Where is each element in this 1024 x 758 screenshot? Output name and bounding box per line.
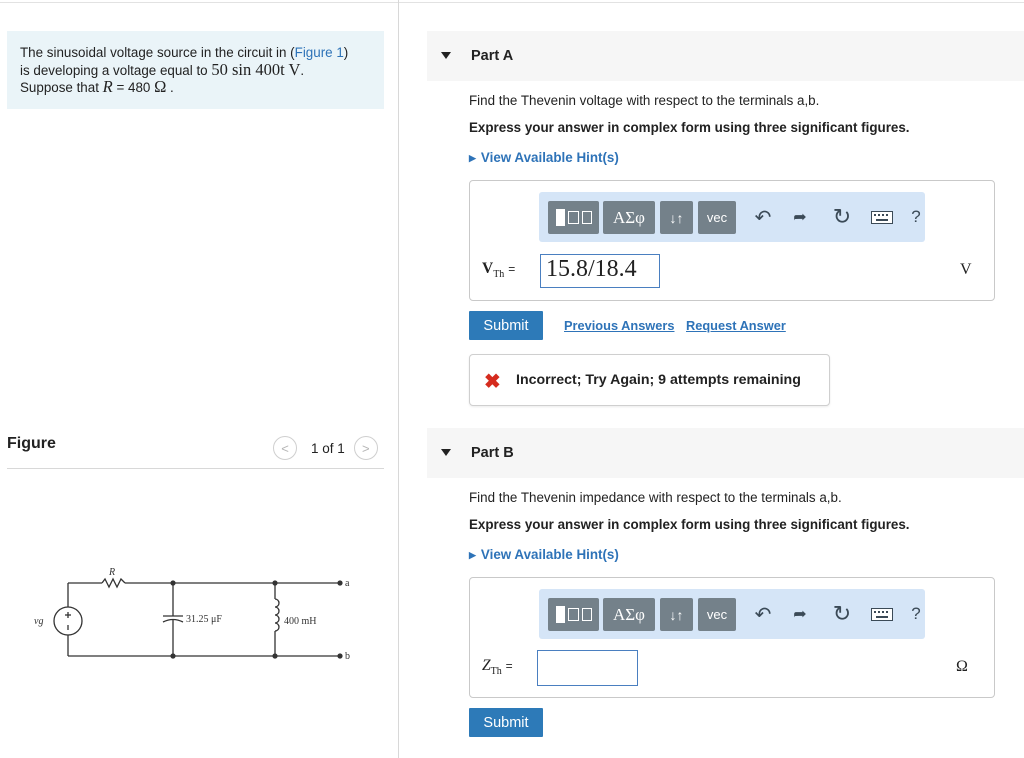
figure-rule — [7, 468, 384, 469]
part-a-title: Part A — [471, 48, 514, 64]
figure-label: Figure — [7, 435, 56, 452]
chevron-right-icon: > — [361, 440, 370, 456]
next-figure-button[interactable] — [354, 436, 378, 460]
vth-input[interactable] — [540, 254, 660, 288]
part-a-answer-box — [469, 180, 995, 301]
inductor-label: 400 mH — [284, 616, 317, 627]
node-b-label: b — [345, 651, 350, 662]
voltage-expression: 50 sin 400t V — [211, 59, 301, 79]
redo-icon[interactable]: ➦ — [793, 209, 807, 226]
arrows-button[interactable]: ↓↑ — [660, 598, 693, 631]
templates-button[interactable] — [548, 598, 599, 631]
feedback-text: Incorrect; Try Again; 9 attempts remaining — [516, 372, 801, 388]
box-template-icon — [582, 211, 592, 224]
undo-icon[interactable]: ↶ — [754, 206, 772, 229]
vth-label: $V_{Th}$ = — [482, 260, 516, 281]
zth-label: $Z_{Th}$ = — [482, 657, 513, 678]
part-a-question: Find the Thevenin voltage with respect to the terminals a,b. — [469, 93, 820, 108]
box-template-icon — [582, 608, 592, 621]
previous-answers-link[interactable]: Previous Answers — [564, 318, 675, 333]
vec-button[interactable]: vec — [698, 201, 736, 234]
capacitor-label: 31.25 μF — [186, 614, 222, 625]
circuit-diagram — [20, 560, 360, 665]
greek-button[interactable]: ΑΣφ — [603, 201, 655, 234]
ohm-symbol: Ω — [154, 77, 167, 96]
undo-icon[interactable]: ↶ — [754, 603, 772, 626]
part-a-math-toolbar — [539, 192, 925, 242]
part-b-unit: Ω — [956, 658, 968, 675]
vth-input-value: 15.8/18.4 — [546, 256, 637, 282]
resistor-label: R — [109, 567, 116, 578]
collapse-triangle-icon — [441, 52, 451, 59]
reset-icon[interactable]: ↻ — [832, 601, 852, 626]
part-a-instruction: Express your answer in complex form using three significant figures. — [469, 120, 910, 135]
prev-figure-button[interactable] — [273, 436, 297, 460]
node-a-label: a — [345, 578, 350, 589]
arrows-button[interactable]: ↓↑ — [660, 201, 693, 234]
radical-template-icon — [568, 608, 579, 621]
problem-statement: The sinusoidal voltage source in the circuit in (Figure 1) is developing a voltage equal to 50 sin 400t V. Suppose that R = 480 Ω . — [7, 31, 384, 109]
part-b-hint-link[interactable]: ▶ View Available Hint(s) — [469, 547, 619, 562]
source-label: vg — [34, 616, 44, 627]
part-a-feedback — [469, 354, 830, 406]
error-x-icon: ✖ — [484, 371, 501, 393]
fraction-template-icon — [556, 606, 565, 623]
r-symbol: R — [102, 77, 113, 96]
figure-counter: 1 of 1 — [311, 440, 345, 456]
redo-icon[interactable]: ➦ — [793, 606, 807, 623]
zth-input[interactable] — [537, 650, 638, 686]
part-b-answer-box — [469, 577, 995, 698]
figure-pager — [273, 436, 378, 460]
help-icon[interactable]: ? — [911, 207, 921, 226]
part-b-submit-button[interactable]: Submit — [469, 708, 543, 737]
panel-divider — [398, 0, 399, 758]
chevron-left-icon: < — [281, 440, 289, 456]
r-value: = 480 — [112, 80, 155, 95]
greek-button[interactable]: ΑΣφ — [603, 598, 655, 631]
collapse-triangle-icon — [441, 449, 451, 456]
part-b-header[interactable] — [427, 428, 1024, 478]
part-b-title: Part B — [471, 445, 514, 461]
caret-right-icon: ▶ — [469, 153, 476, 163]
part-b-math-toolbar — [539, 589, 925, 639]
fraction-template-icon — [556, 209, 565, 226]
part-b-question: Find the Thevenin impedance with respect to the terminals a,b. — [469, 490, 842, 505]
figure-link[interactable]: Figure 1 — [294, 45, 344, 60]
keyboard-icon[interactable] — [869, 192, 895, 242]
keyboard-icon[interactable] — [869, 589, 895, 639]
vec-button[interactable]: vec — [698, 598, 736, 631]
request-answer-link[interactable]: Request Answer — [686, 318, 786, 333]
part-a-submit-button[interactable]: Submit — [469, 311, 543, 340]
help-icon[interactable]: ? — [911, 604, 921, 623]
reset-icon[interactable]: ↻ — [832, 204, 852, 229]
part-a-hint-link[interactable]: ▶ View Available Hint(s) — [469, 150, 619, 165]
templates-button[interactable] — [548, 201, 599, 234]
caret-right-icon: ▶ — [469, 550, 476, 560]
left-panel — [0, 0, 398, 758]
part-a-unit: V — [960, 261, 972, 278]
part-a-header[interactable] — [427, 31, 1024, 81]
radical-template-icon — [568, 211, 579, 224]
part-b-instruction: Express your answer in complex form using three significant figures. — [469, 517, 910, 532]
